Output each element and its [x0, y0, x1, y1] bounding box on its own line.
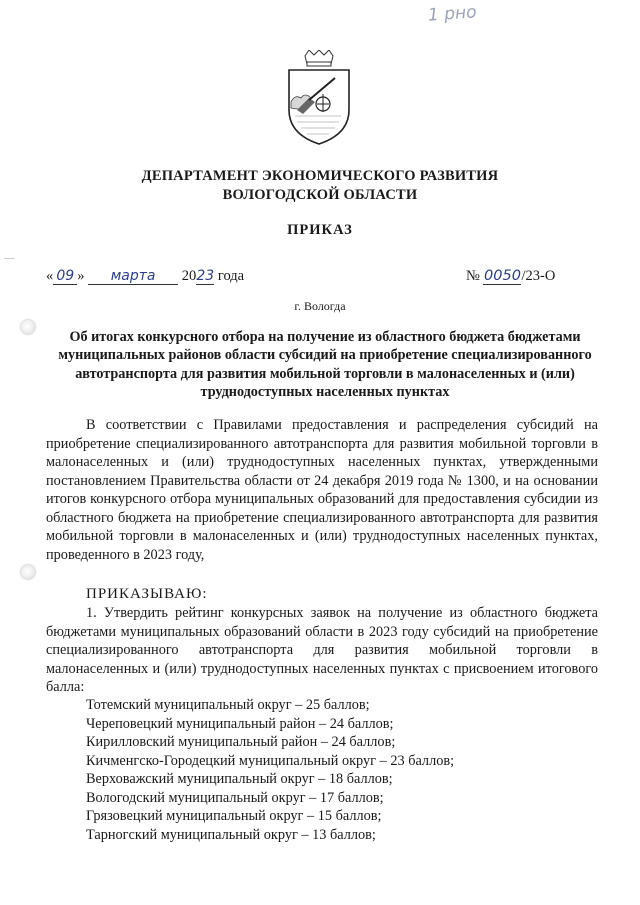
date-day: 09: [53, 269, 77, 285]
date-year-prefix: 20: [181, 268, 197, 284]
date-year-word: года: [217, 268, 245, 284]
list-item: Череповецкий муниципальный район – 24 баллов;: [86, 715, 394, 732]
list-item: Кичменгско-Городецкий муниципальный округ – 23 баллов;: [86, 752, 455, 769]
department-name-line1: ДЕПАРТАМЕНТ ЭКОНОМИЧЕСКОГО РАЗВИТИЯ: [141, 168, 499, 184]
number-value: 0050: [484, 268, 521, 284]
handwritten-corner-note: 1 рно: [427, 2, 478, 26]
date-open-quote: «: [46, 268, 54, 284]
date-month: марта: [88, 269, 178, 285]
coat-of-arms-emblem-icon: [283, 50, 355, 146]
list-item: Верховажский муниципальный округ – 18 баллов;: [86, 771, 393, 787]
city-name: г. Вологда: [294, 299, 346, 313]
list-item: Вологодский муниципальный округ – 17 баллов;: [86, 789, 384, 806]
list-item: Тарногский муниципальный округ – 13 баллов;: [86, 826, 376, 843]
document-type-title: ПРИКАЗ: [287, 222, 353, 238]
punch-hole-icon: [21, 320, 35, 334]
order-subject: Об итогах конкурсного отбора на получение из областного бюджета бюджетами муниципальных районов области субсидий на приобретение специализированного автотранспорта для развития мобильной торговли в малонаселенных и (или) труднодоступных населенных пунктах: [58, 329, 592, 400]
margin-mark: [4, 258, 14, 259]
document-number: [466, 268, 555, 285]
date-close-quote: »: [77, 268, 85, 284]
list-item: Тотемский муниципальный округ – 25 баллов;: [86, 697, 370, 713]
list-item: Кирилловский муниципальный район – 24 баллов;: [86, 734, 396, 750]
ratings-list: [86, 696, 454, 844]
item-1-paragraph: 1. Утвердить рейтинг конкурсных заявок на получение из областного бюджета бюджетами муниципальных образований области в 2023 году субсидий на приобретение специализированного автотранспорта для развития мобильной торговли в малонаселенных и (или) труднодоступных населенных пунктах с присвоением итогового балла:: [46, 605, 598, 695]
date-year-suffix: 23: [196, 268, 215, 284]
punch-hole-icon: [21, 565, 35, 579]
number-suffix: /23-О: [521, 268, 556, 284]
department-name-line2: ВОЛОГОДСКОЙ ОБЛАСТИ: [222, 187, 418, 203]
list-item: Грязовецкий муниципальный округ – 15 баллов;: [86, 808, 382, 824]
number-sign: №: [466, 268, 480, 284]
document-date: [46, 268, 244, 285]
preamble-paragraph: В соответствии с Правилами предоставления и распределения субсидий на приобретение специализированного автотранспорта для развития мобильной торговли в малонаселенных и (или) труднодоступных населенных пунктах, утвержденными постановлением Правительства области от 24 декабря 2019 года № 1300, и на основании итогов конкурсного отбора муниципальных образований для предоставления субсидии из областного бюджета на приобретение специализированного автотранспорта для развития мобильной торговли в малонаселенных и (или) труднодоступных населенных пунктах, проведенного в 2023 году,: [46, 417, 598, 563]
order-keyword: ПРИКАЗЫВАЮ:: [86, 586, 208, 602]
